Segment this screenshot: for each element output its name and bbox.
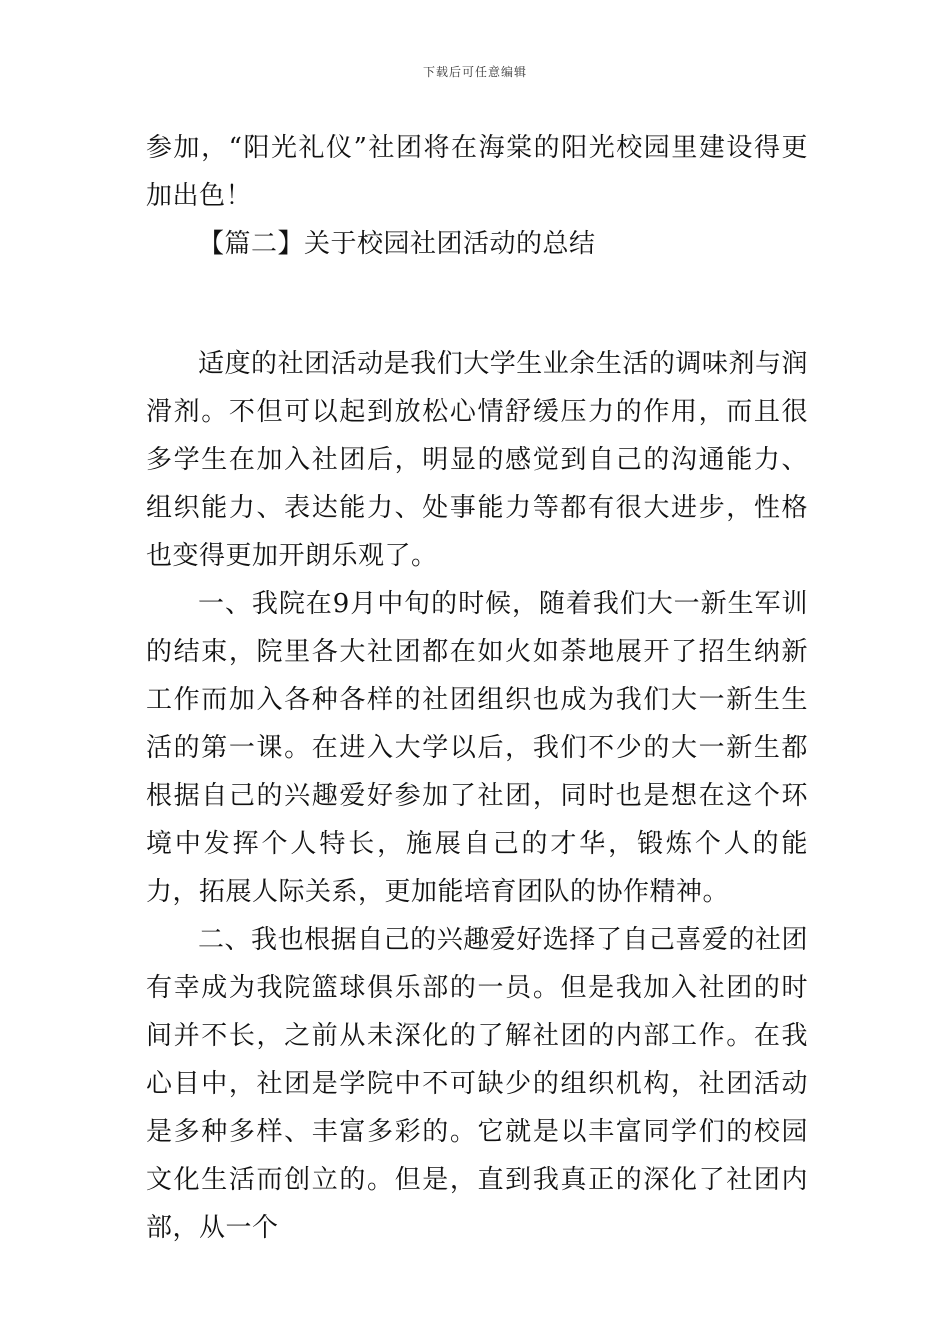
blank-line bbox=[146, 268, 808, 340]
paragraph-continuation: 参加，“阳光礼仪”社团将在海棠的阳光校园里建设得更加出色！ bbox=[146, 133, 808, 211]
document-body bbox=[146, 124, 808, 1252]
page-header: 下载后可任意编辑 bbox=[422, 65, 527, 79]
paragraph-point-one: 一、我院在9月中旬的时候，随着我们大一新生军训的结束，院里各大社团都在如火如荼地展开了招生纳新工作而加入各种各样的社团组织也成为我们大一新生生活的第一课。在进入大学以后，我们不少的大一新生都根据自己的兴趣爱好参加了社团，同时也是想在这个环境中发挥个人特长，施展自己的才华，锻炼个人的能力，拓展人际关系，更加能培育团队的协作精神。 bbox=[146, 589, 808, 907]
paragraph-intro: 适度的社团活动是我们大学生业余生活的调味剂与润滑剂。不但可以起到放松心情舒缓压力的作用，而且很多学生在加入社团后，明显的感觉到自己的沟通能力、组织能力、表达能力、处事能力等都有很大进步，性格也变得更加开朗乐观了。 bbox=[146, 349, 808, 571]
paragraph-point-two: 二、我也根据自己的兴趣爱好选择了自己喜爱的社团有幸成为我院篮球俱乐部的一员。但是我加入社团的时间并不长，之前从未深化的了解社团的内部工作。在我心目中，社团是学院中不可缺少的组织机构，社团活动是多种多样、丰富多彩的。它就是以丰富同学们的校园文化生活而创立的。但是，直到我真正的深化了社团内部，从一个 bbox=[146, 925, 808, 1243]
section-heading: 【篇二】关于校园社团活动的总结 bbox=[198, 229, 596, 259]
